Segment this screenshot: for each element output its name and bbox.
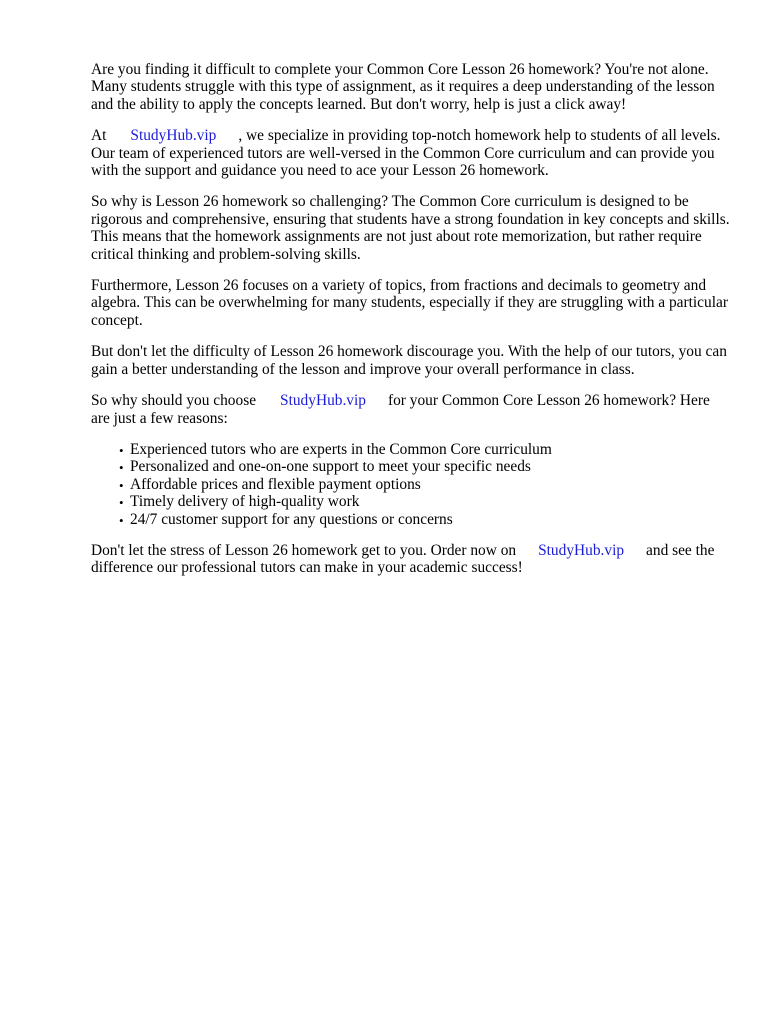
about-paragraph — [91, 127, 731, 179]
choose-paragraph — [91, 392, 731, 427]
about-suffix: , we specialize in providing top-notch homework help to students of all levels. Our team of experienced tutors are well-versed in the Common Core curriculum and can provide you with the support and guidance you need to ace your Lesson 26 homework. — [91, 127, 721, 180]
intro-paragraph: Are you finding it difficult to complete your Common Core Lesson 26 homework? You're not alone. Many students struggle with this type of assignment, as it requires a deep understanding of the lesson and the ability to apply the concepts learned. But don't worry, help is just a click away! — [91, 61, 715, 113]
closing-suffix: and see the difference our professional tutors can make in your academic success! — [91, 541, 715, 577]
about-prefix: At — [91, 127, 107, 145]
list-item — [119, 458, 728, 475]
closing-prefix: Don't let the stress of Lesson 26 homework get to you. Order now on — [91, 541, 517, 559]
studyhub-link-choose[interactable]: StudyHub.vip — [280, 392, 366, 410]
studyhub-link-order[interactable]: StudyHub.vip — [538, 541, 625, 559]
list-item-text: Experienced tutors who are experts in the Common Core curriculum — [130, 440, 552, 458]
challenge-paragraph: So why is Lesson 26 homework so challenging? The Common Core curriculum is designed to be rigorous and comprehensive, ensuring that students have a strong foundation in key concepts and skills. This means that the homework assignments are not just about rote memorization, but rather require critical thinking and problem-solving skills. — [91, 193, 730, 263]
studyhub-link-about[interactable]: StudyHub.vip — [130, 127, 217, 145]
list-item-text: Timely delivery of high-quality work — [130, 493, 360, 511]
bullet-icon: • — [119, 495, 124, 511]
list-item-text: Personalized and one-on-one support to meet your specific needs — [130, 458, 531, 476]
bullet-icon: • — [119, 512, 124, 528]
bullet-icon: • — [119, 442, 124, 458]
encouragement-paragraph: But don't let the difficulty of Lesson 26 homework discourage you. With the help of our tutors, you can gain a better understanding of the lesson and improve your overall performance in class. — [91, 343, 727, 378]
topics-paragraph: Furthermore, Lesson 26 focuses on a variety of topics, from fractions and decimals to geometry and algebra. This can be overwhelming for many students, especially if they are struggling with a particular concept. — [91, 277, 728, 329]
list-item-text: Affordable prices and flexible payment options — [130, 475, 421, 493]
list-item — [119, 511, 728, 528]
bullet-icon: • — [119, 460, 124, 476]
bullet-icon: • — [119, 477, 124, 493]
list-item — [119, 493, 728, 510]
list-item-text: 24/7 customer support for any questions or concerns — [130, 510, 453, 528]
list-item — [119, 476, 728, 493]
closing-paragraph — [91, 542, 731, 577]
list-item — [119, 441, 728, 458]
choose-suffix: for your Common Core Lesson 26 homework? Here are just a few reasons: — [91, 392, 710, 427]
choose-prefix: So why should you choose — [91, 392, 257, 410]
reasons-list — [91, 441, 728, 528]
